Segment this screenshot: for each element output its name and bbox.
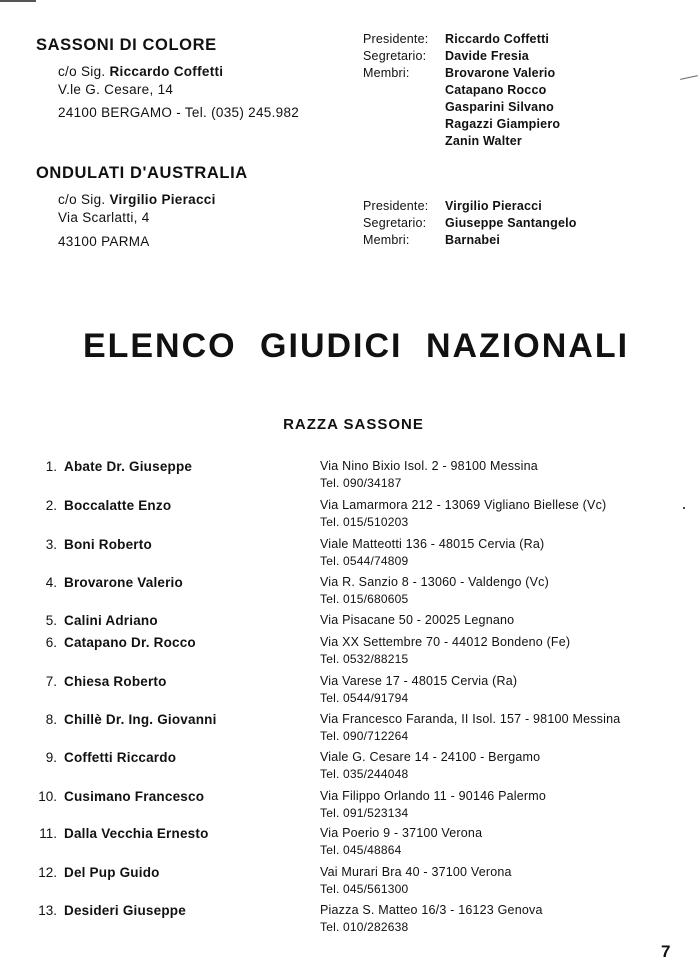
judge-name: Coffetti Riccardo (64, 750, 177, 765)
judge-address: Via XX Settembre 70 - 44012 Bondeno (Fe) (320, 635, 571, 649)
scan-artifact (0, 0, 36, 2)
page-number: 7 (661, 942, 671, 961)
judge-name: Cusimano Francesco (64, 789, 205, 804)
judge-name: Dalla Vecchia Ernesto (64, 826, 209, 841)
role-value: Davide Fresia (445, 49, 529, 63)
judge-number: 3. (45, 537, 57, 552)
club-contact (58, 64, 223, 79)
judge-number: 6. (45, 635, 57, 650)
judge-name: Desideri Giuseppe (64, 903, 186, 918)
role-value: Giuseppe Santangelo (445, 216, 577, 230)
role-key: Presidente: (363, 32, 429, 46)
role-value: Barnabei (445, 233, 501, 247)
judge-number: 2. (45, 498, 57, 513)
role-key: Membri: (363, 233, 410, 247)
contact-prefix: c/o Sig. (58, 192, 106, 207)
judge-number: 5. (45, 613, 57, 628)
role-key: Presidente: (363, 199, 429, 213)
club-street: Via Scarlatti, 4 (58, 210, 150, 225)
judge-name: Boccalatte Enzo (64, 498, 172, 513)
club-city-line: 24100 BERGAMO - Tel. (035) 245.982 (58, 105, 300, 120)
judge-name: Chiesa Roberto (64, 674, 167, 689)
role-key: Membri: (363, 66, 410, 80)
page-title: ELENCO GIUDICI NAZIONALI (82, 327, 630, 365)
judge-address: Via Pisacane 50 - 20025 Legnano (320, 613, 515, 627)
judge-address: Piazza S. Matteo 16/3 - 16123 Genova (320, 903, 543, 917)
judge-address: Via R. Sanzio 8 - 13060 - Valdengo (Vc) (320, 575, 549, 589)
club-name: SASSONI DI COLORE (36, 36, 217, 54)
judge-name: Del Pup Guido (64, 865, 160, 880)
judge-address: Via Lamarmora 212 - 13069 Vigliano Biellese (Vc) (320, 498, 607, 512)
judge-tel: Tel. 0544/74809 (320, 554, 409, 568)
judge-tel: Tel. 0544/91794 (320, 691, 409, 705)
judge-name: Abate Dr. Giuseppe (64, 459, 193, 474)
judge-number: 11. (39, 826, 57, 841)
judge-name: Boni Roberto (64, 537, 152, 552)
judge-number: 7. (45, 674, 57, 689)
scan-artifact (683, 507, 685, 509)
judge-tel: Tel. 045/48864 (320, 843, 402, 857)
role-value: Zanin Walter (445, 134, 522, 148)
scan-artifact (680, 75, 698, 80)
judge-address: Via Varese 17 - 48015 Cervia (Ra) (320, 674, 518, 688)
judge-number: 13. (38, 903, 57, 918)
judge-tel: Tel. 045/561300 (320, 882, 409, 896)
judge-address: Via Filippo Orlando 11 - 90146 Palermo (320, 789, 547, 803)
role-value: Riccardo Coffetti (445, 32, 550, 46)
judge-number: 9. (45, 750, 57, 765)
club-city-line: 43100 PARMA (58, 234, 150, 249)
judge-name: Calini Adriano (64, 613, 158, 628)
judge-address: Via Nino Bixio Isol. 2 - 98100 Messina (320, 459, 538, 473)
judge-tel: Tel. 015/680605 (320, 592, 409, 606)
judge-name: Catapano Dr. Rocco (64, 635, 196, 650)
role-key: Segretario: (363, 216, 427, 230)
judge-name: Chillè Dr. Ing. Giovanni (64, 712, 217, 727)
club-contact (58, 192, 216, 207)
judge-address: Via Poerio 9 - 37100 Verona (320, 826, 483, 840)
role-value: Brovarone Valerio (445, 66, 556, 80)
role-value: Catapano Rocco (445, 83, 547, 97)
judge-tel: Tel. 015/510203 (320, 515, 409, 529)
role-value: Virgilio Pieracci (445, 199, 542, 213)
judge-number: 12. (38, 865, 57, 880)
role-value: Gasparini Silvano (445, 100, 554, 114)
judge-tel: Tel. 010/282638 (320, 920, 409, 934)
judge-name: Brovarone Valerio (64, 575, 183, 590)
role-key: Segretario: (363, 49, 427, 63)
contact-name: Virgilio Pieracci (109, 192, 216, 207)
judge-address: Via Francesco Faranda, II Isol. 157 - 98100 Messina (320, 712, 621, 726)
judge-address: Vai Murari Bra 40 - 37100 Verona (320, 865, 512, 879)
judge-tel: Tel. 090/34187 (320, 476, 402, 490)
section-title: RAZZA SASSONE (283, 416, 424, 433)
club-name: ONDULATI D'AUSTRALIA (36, 164, 248, 182)
judge-tel: Tel. 090/712264 (320, 729, 409, 743)
judge-number: 1. (45, 459, 57, 474)
contact-prefix: c/o Sig. (58, 64, 106, 79)
role-value: Ragazzi Giampiero (445, 117, 561, 131)
judge-tel: Tel. 091/523134 (320, 806, 409, 820)
judge-tel: Tel. 0532/88215 (320, 652, 409, 666)
judge-number: 4. (45, 575, 57, 590)
judge-number: 8. (45, 712, 57, 727)
judge-number: 10. (38, 789, 57, 804)
judge-address: Viale Matteotti 136 - 48015 Cervia (Ra) (320, 537, 545, 551)
judge-tel: Tel. 035/244048 (320, 767, 409, 781)
contact-name: Riccardo Coffetti (109, 64, 224, 79)
judge-address: Viale G. Cesare 14 - 24100 - Bergamo (320, 750, 541, 764)
club-street: V.le G. Cesare, 14 (58, 82, 174, 97)
